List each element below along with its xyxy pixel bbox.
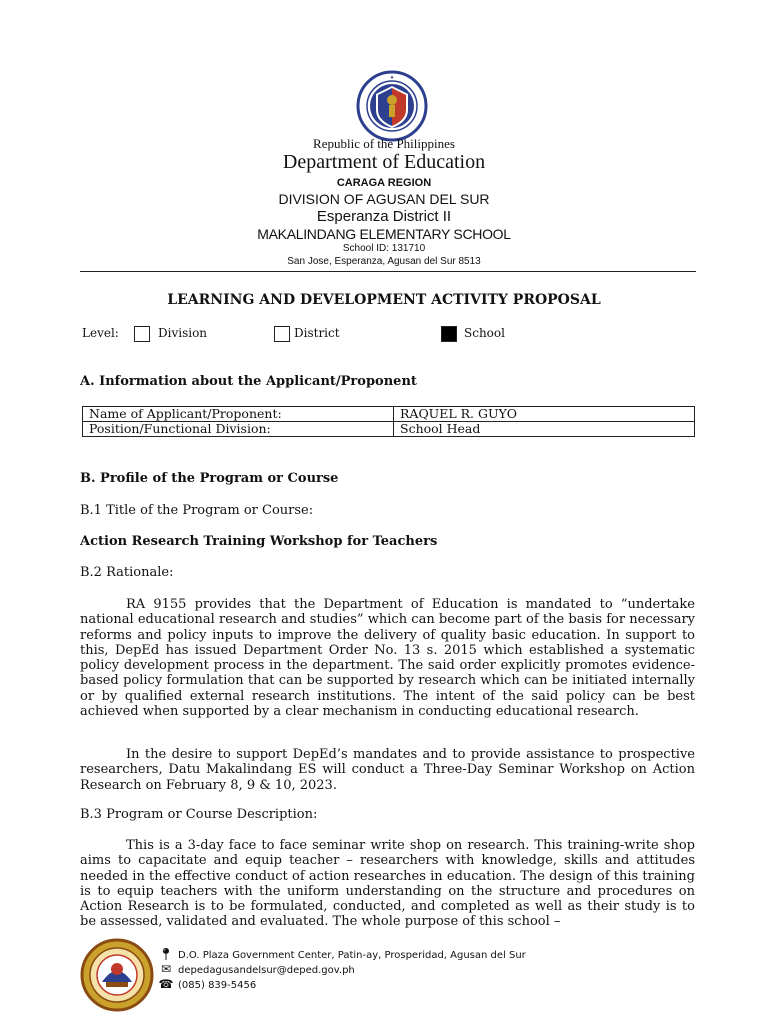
b3-label: B.3 Program or Course Description: [80, 807, 318, 822]
footer-address-row [158, 947, 526, 961]
footer-address: D.O. Plaza Government Center, Patin-ay, Prosperidad, Agusan del Sur [178, 950, 526, 961]
document-title: LEARNING AND DEVELOPMENT ACTIVITY PROPOSAL [167, 292, 601, 308]
b1-label: B.1 Title of the Program or Course: [80, 503, 314, 518]
footer-phone-row [158, 977, 256, 991]
footer-email-row [158, 962, 355, 976]
location-pin-icon: 📍︎ [158, 947, 174, 961]
republic-label: Republic of the Philippines [313, 136, 455, 151]
rationale-paragraph-2 [80, 747, 695, 793]
level-division-checkbox[interactable] [134, 326, 150, 342]
email-icon: ✉ [160, 962, 172, 976]
division-seal-logo [80, 938, 154, 1012]
deped-seal-logo [356, 70, 428, 142]
phone-icon: ☎ [158, 977, 174, 991]
level-label: Level: [82, 326, 119, 340]
region-label: CARAGA REGION [336, 177, 432, 189]
header-divider [80, 271, 696, 272]
description-paragraph [80, 838, 695, 930]
description-text: This is a 3-day face to face seminar write shop on research. This training-write shop aims to capacitate and equip teacher – researchers with knowledge, skills and attitudes needed in the effective conduct of action researches in education. The design of this training is to equip teachers with the uniform understanding on the structure and procedures on Action Research is to be formulated, conducted, and completed as well as their study is to be assessed, validated and evaluated. The whole purpose of this school – [80, 838, 695, 930]
applicant-info-table [82, 406, 695, 437]
table-row [83, 407, 695, 422]
school-id: School ID: 131710 [342, 243, 426, 254]
position-value: School Head [394, 422, 695, 437]
footer-email[interactable]: depedagusandelsur@deped.gov.ph [178, 965, 355, 976]
footer-phone: (085) 839-5456 [178, 980, 257, 991]
applicant-name-key: Name of Applicant/Proponent: [83, 407, 394, 422]
b2-label: B.2 Rationale: [80, 565, 174, 580]
division-label: DIVISION OF AGUSAN DEL SUR [278, 191, 490, 207]
rationale-text-2: In the desire to support DepEd’s mandates and to provide assistance to prospective researchers, Datu Makalindang ES will conduct a Three-Day Seminar Workshop on Action Research on February 8, 9 & 10, 2023. [80, 747, 695, 793]
program-title: Action Research Training Workshop for Teachers [80, 534, 438, 549]
rationale-text-1: RA 9155 provides that the Department of Education is mandated to “undertake national educational research and studies” which can become part of the basis for necessary reforms and policy inputs to improve the delivery of quality basic education. In support to this, DepEd has issued Department Order No. 13 s. 2015 which established a systematic policy development process in the department. The said order explicitly promotes evidence-based policy formulation that can be supported by research which can be initiated internally or by qualified external research institutions. The intent of the said policy can be best achieved when supported by a clear mechanism in conducting educational research. [80, 597, 695, 720]
position-key: Position/Functional Division: [83, 422, 394, 437]
applicant-name-value: RAQUEL R. GUYO [394, 407, 695, 422]
section-b-heading: B. Profile of the Program or Course [80, 471, 339, 486]
school-name: MAKALINDANG ELEMENTARY SCHOOL [257, 226, 511, 242]
level-school-label: School [464, 326, 505, 340]
department-name: Department of Education [282, 151, 486, 173]
level-district-label: District [294, 326, 340, 340]
rationale-paragraph-1 [80, 597, 695, 719]
level-division-label: Division [158, 326, 208, 340]
section-a-heading: A. Information about the Applicant/Proponent [80, 374, 417, 389]
table-row [83, 422, 695, 437]
svg-text:★: ★ [389, 75, 395, 81]
level-district-checkbox[interactable] [274, 326, 290, 342]
school-address: San Jose, Esperanza, Agusan del Sur 8513 [287, 256, 481, 267]
district-label: Esperanza District II [316, 208, 452, 225]
level-school-checkbox[interactable] [441, 326, 457, 342]
